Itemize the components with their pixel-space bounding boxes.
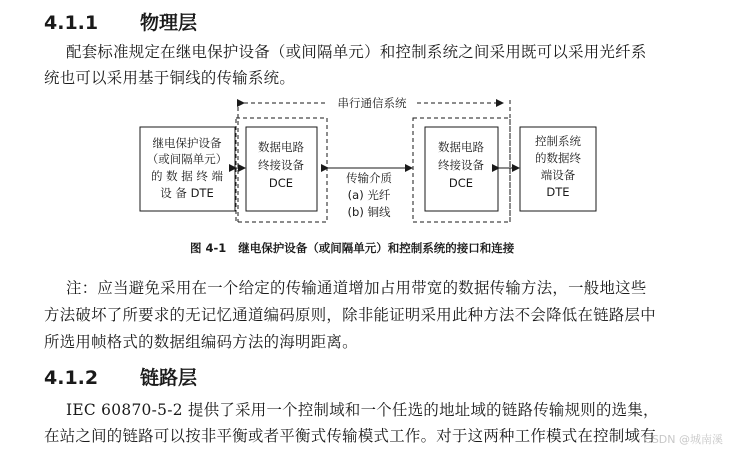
figure-caption [190, 240, 514, 256]
right-dte-line-3: 端设备 [540, 168, 576, 182]
right-dte-line-4: DTE [546, 185, 570, 199]
section-number: 4.1.1 [44, 12, 99, 34]
left-dce-line-3: DCE [268, 176, 294, 190]
section-heading-link-layer [44, 363, 197, 390]
left-dte-line-4: 设 备 DTE [160, 186, 214, 200]
figure-caption-text: 继电保护设备（或间隔单元）和控制系统的接口和连接 [238, 241, 515, 255]
right-dce-line-3: DCE [448, 176, 474, 190]
medium-line-3: (b) 铜线 [347, 205, 391, 219]
left-dte-line-1: 继电保护设备 [152, 136, 222, 150]
note-line-3: 所选用帧格式的数据组编码方法的海明距离。 [44, 333, 358, 351]
note-line-2: 方法破坏了所要求的无记忆通道编码原则，除非能证明采用此种方法不会降低在链路层中 [44, 306, 656, 324]
serial-label: 串行通信系统 [337, 96, 407, 110]
link-line-2: 在站之间的链路可以按非平衡或者平衡式传输模式工作。对于这两种工作模式在控制域有 [44, 427, 656, 445]
intro-line-1: 配套标准规定在继电保护设备（或间隔单元）和控制系统之间采用既可以采用光纤系 [66, 43, 647, 61]
intro-line-2: 统也可以采用基于铜线的传输系统。 [44, 69, 296, 87]
link-line-1: IEC 60870-5-2 提供了采用一个控制域和一个任选的地址域的链路传输规则的选集， [66, 401, 659, 419]
medium-line-2: (a) 光纤 [347, 188, 391, 202]
figure-number: 图 4-1 [190, 241, 227, 255]
watermark: CSDN @城南溪 [644, 433, 723, 446]
right-dce-line-1: 数据电路 [438, 140, 484, 154]
right-dte-line-1: 控制系统 [535, 134, 581, 148]
section-number: 4.1.2 [44, 367, 99, 389]
left-dte-line-3: 的 数 据 终 端 [150, 169, 224, 183]
section-title: 物理层 [140, 12, 198, 34]
left-dce-line-2: 终接设备 [258, 158, 304, 172]
left-dte-line-2: （或间隔单元） [146, 152, 228, 166]
section-title: 链路层 [140, 367, 198, 389]
medium-line-1: 传输介质 [346, 171, 392, 185]
right-dce-line-2: 终接设备 [438, 158, 484, 172]
note-line-1: 注：应当避免采用在一个给定的传输通道增加占用带宽的数据传输方法，一般地这些 [66, 279, 647, 297]
right-dte-line-2: 的数据终 [535, 151, 581, 165]
left-dce-line-1: 数据电路 [258, 140, 304, 154]
